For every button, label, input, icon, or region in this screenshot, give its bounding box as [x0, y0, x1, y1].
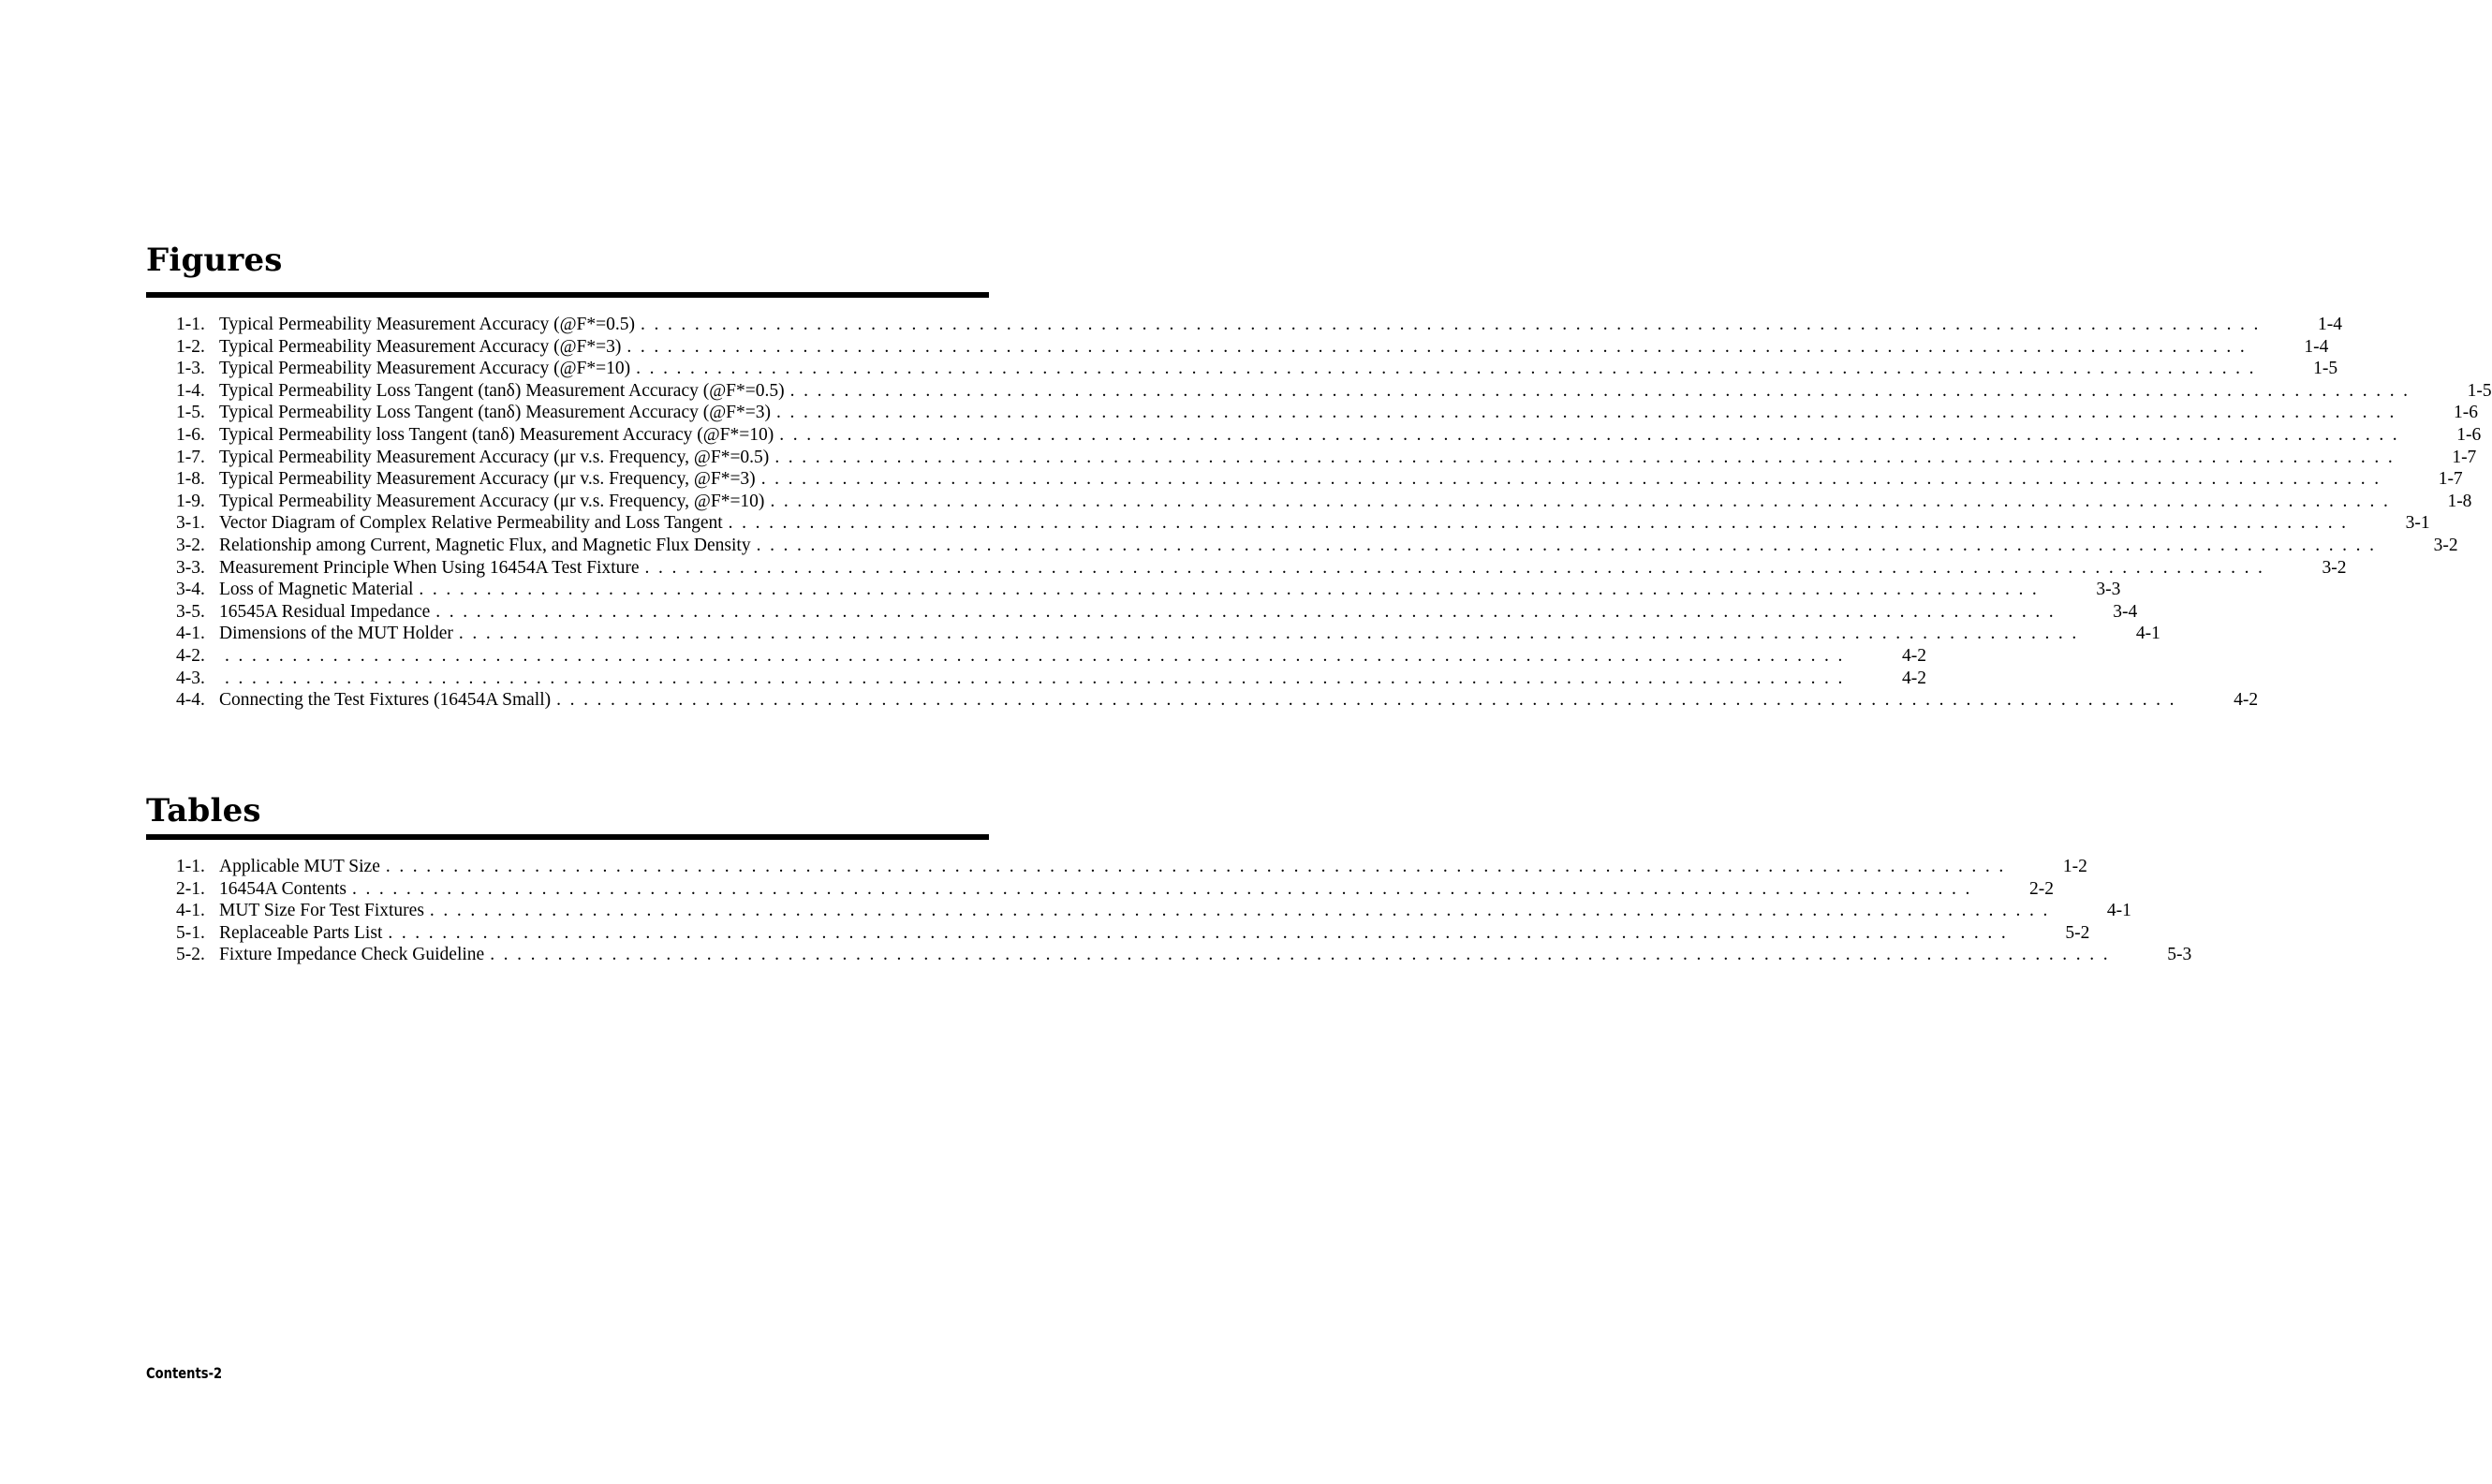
entry-title: Replaceable Parts List	[219, 922, 383, 943]
entry-page-number: 2-2	[2028, 878, 2054, 899]
entry-page-number: 4-2	[2234, 690, 2259, 711]
figure-entry[interactable]	[176, 623, 2160, 645]
dot-leader: ........................................................................................................................	[351, 878, 1979, 899]
entry-page-number: 1-5	[2313, 359, 2338, 379]
figure-entry[interactable]	[176, 402, 2479, 424]
figure-entry[interactable]	[176, 601, 2138, 624]
entry-number: 4-1.	[176, 624, 205, 644]
entry-title: Typical Permeability Measurement Accuracy (μr v.s. Frequency, @F*=0.5)	[219, 447, 770, 467]
entry-page-number: 1-6	[2454, 403, 2479, 423]
table-entry[interactable]	[176, 878, 2054, 901]
entry-title: Connecting the Test Fixtures (16454A Small)	[219, 690, 552, 711]
entry-title: Vector Diagram of Complex Relative Permeability and Loss Tangent	[219, 513, 723, 534]
entry-title: MUT Size For Test Fixtures	[219, 901, 424, 921]
figure-entry[interactable]	[176, 424, 2482, 447]
entry-title: Typical Permeability Measurement Accuracy (μr v.s. Frequency, @F*=3)	[219, 469, 756, 490]
figure-entry[interactable]	[176, 336, 2329, 359]
entry-page-number: 1-5	[2467, 380, 2492, 401]
entry-page-number: 3-3	[2096, 580, 2121, 600]
entry-page-number: 1-2	[2062, 857, 2087, 876]
figure-entry[interactable]	[176, 314, 2342, 336]
entry-number: 4-1.	[176, 901, 205, 921]
dot-leader: ........................................................................................................................	[644, 557, 2272, 578]
dot-leader: ........................................................................................................................	[636, 359, 2263, 379]
figure-entry[interactable]	[176, 645, 1926, 668]
dot-leader: ........................................................................................................................	[641, 315, 2267, 334]
figure-entry[interactable]	[176, 535, 2458, 557]
figure-entry[interactable]	[176, 380, 2492, 403]
entry-page-number: 1-8	[2447, 491, 2472, 511]
entry-title: Typical Permeability Loss Tangent (tanδ) Measurement Accuracy (@F*=0.5)	[219, 380, 785, 401]
dot-leader: ........................................................................................................................	[789, 380, 2417, 401]
dot-leader: ........................................................................................................................	[490, 945, 2117, 965]
figure-entry[interactable]	[176, 447, 2477, 469]
entry-page-number: 4-1	[2106, 901, 2131, 921]
entry-page-number: 1-4	[2304, 336, 2329, 357]
entry-title: Dimensions of the MUT Holder	[219, 624, 453, 644]
entry-number: 4-2.	[176, 645, 205, 666]
entry-number: 1-8.	[176, 469, 205, 490]
dot-leader: ........................................................................................................................	[429, 901, 2057, 921]
entry-title: Measurement Principle When Using 16454A Test Fixture	[219, 557, 640, 578]
entry-number: 1-6.	[176, 424, 205, 445]
entry-number: 2-1.	[176, 878, 205, 899]
entry-number: 5-2.	[176, 945, 205, 965]
dot-leader: ........................................................................................................................	[388, 922, 2015, 943]
entry-title: Relationship among Current, Magnetic Flux, and Magnetic Flux Density	[219, 535, 751, 555]
entry-number: 1-2.	[176, 336, 205, 357]
dot-leader: ........................................................................................................................	[760, 469, 2388, 490]
figure-entry[interactable]	[176, 358, 2338, 380]
entry-title: Typical Permeability loss Tangent (tanδ) Measurement Accuracy (@F*=10)	[219, 424, 774, 445]
entry-page-number: 3-1	[2405, 513, 2430, 534]
tables-heading: Tables	[146, 792, 261, 830]
table-entry[interactable]	[176, 922, 2090, 945]
table-entry[interactable]	[176, 900, 2131, 922]
entry-page-number: 4-2	[1902, 645, 1926, 666]
dot-leader: ........................................................................................................................	[419, 580, 2046, 600]
dot-leader: ........................................................................................................................	[776, 403, 2404, 423]
entry-number: 1-1.	[176, 315, 205, 334]
entry-number: 1-1.	[176, 857, 205, 876]
dot-leader: ........................................................................................................................	[556, 690, 2184, 711]
entry-number: 3-4.	[176, 580, 205, 600]
figure-entry[interactable]	[176, 512, 2430, 535]
entry-page-number: 3-2	[2322, 557, 2347, 578]
entry-number: 4-4.	[176, 690, 205, 711]
entry-title: 16454A Contents	[219, 878, 347, 899]
entry-title: 16545A Residual Impedance	[219, 601, 431, 622]
entry-title: Applicable MUT Size	[219, 857, 380, 876]
dot-leader: ........................................................................................................................	[770, 491, 2397, 511]
figure-entry[interactable]	[176, 689, 2259, 712]
entry-number: 4-3.	[176, 668, 205, 688]
dot-leader: ........................................................................................................................	[728, 513, 2355, 534]
entry-page-number: 1-6	[2456, 424, 2482, 445]
entry-number: 1-7.	[176, 447, 205, 467]
figures-list	[176, 314, 2492, 712]
tables-rule	[146, 834, 989, 840]
entry-number: 1-5.	[176, 403, 205, 423]
entry-page-number: 1-7	[2452, 447, 2477, 467]
dot-leader: ........................................................................................................................	[385, 857, 2013, 876]
entry-number: 1-9.	[176, 491, 205, 511]
entry-title: Typical Permeability Loss Tangent (tanδ) Measurement Accuracy (@F*=3)	[219, 403, 772, 423]
table-entry[interactable]	[176, 944, 2192, 966]
entry-number: 3-3.	[176, 557, 205, 578]
entry-number: 3-5.	[176, 601, 205, 622]
entry-number: 3-1.	[176, 513, 205, 534]
entry-page-number: 3-2	[2433, 535, 2458, 555]
dot-leader: ........................................................................................................................	[435, 601, 2063, 622]
entry-number: 1-3.	[176, 359, 205, 379]
figure-entry[interactable]	[176, 491, 2472, 513]
entry-title: Typical Permeability Measurement Accuracy (@F*=10)	[219, 359, 631, 379]
figures-heading: Figures	[146, 242, 283, 279]
entry-title: Typical Permeability Measurement Accuracy (@F*=0.5)	[219, 315, 635, 334]
dot-leader: ........................................................................................................................	[756, 535, 2383, 555]
entry-page-number: 3-4	[2113, 601, 2138, 622]
figure-entry[interactable]	[176, 557, 2347, 580]
tables-list	[176, 856, 2192, 966]
entry-number: 3-2.	[176, 535, 205, 555]
figure-entry[interactable]	[176, 468, 2463, 491]
entry-title: Typical Permeability Measurement Accuracy (μr v.s. Frequency, @F*=10)	[219, 491, 765, 511]
dot-leader: ........................................................................................................................	[774, 447, 2402, 467]
page-footer: Contents-2	[146, 1364, 223, 1382]
entry-title: Typical Permeability Measurement Accuracy (@F*=3)	[219, 336, 622, 357]
entry-title: Fixture Impedance Check Guideline	[219, 945, 485, 965]
entry-page-number: 4-2	[1902, 668, 1926, 688]
figure-entry[interactable]	[176, 579, 2121, 601]
entry-page-number: 1-7	[2438, 469, 2463, 490]
entry-title: Loss of Magnetic Material	[219, 580, 414, 600]
dot-leader: ........................................................................................................................	[458, 624, 2086, 644]
table-entry[interactable]	[176, 856, 2087, 878]
figure-entry[interactable]	[176, 668, 1926, 690]
dot-leader: ........................................................................................................................	[627, 336, 2254, 357]
dot-leader: ........................................................................................................................	[225, 645, 1851, 666]
entry-page-number: 4-1	[2135, 624, 2160, 644]
entry-number: 1-4.	[176, 380, 205, 401]
entry-page-number: 5-2	[2065, 922, 2090, 943]
entry-page-number: 1-4	[2318, 315, 2342, 334]
dot-leader: ........................................................................................................................	[779, 424, 2407, 445]
entry-number: 5-1.	[176, 922, 205, 943]
entry-page-number: 5-3	[2167, 945, 2192, 965]
figures-rule	[146, 292, 989, 298]
dot-leader: ........................................................................................................................	[225, 668, 1851, 688]
